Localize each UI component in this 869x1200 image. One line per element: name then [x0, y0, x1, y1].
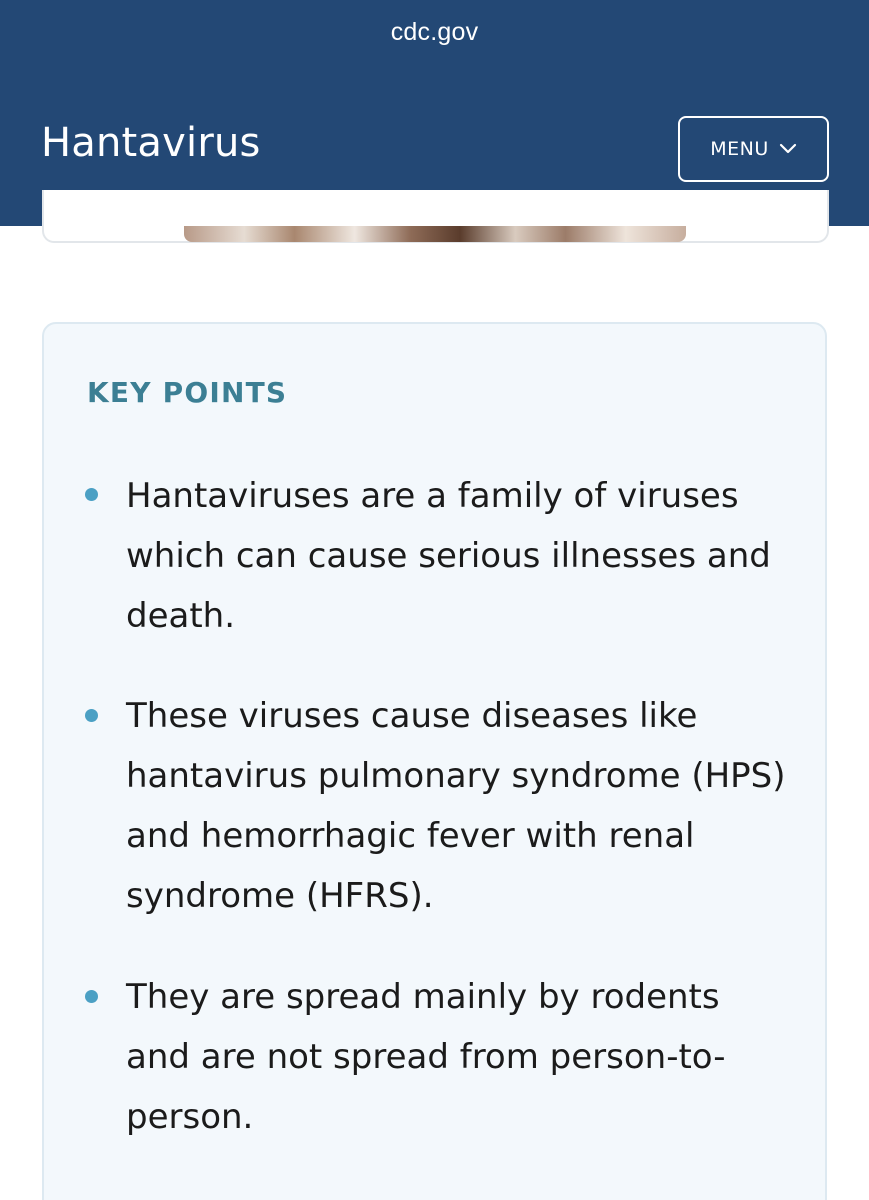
key-points-card	[42, 322, 827, 1200]
address-bar[interactable]	[0, 14, 869, 50]
menu-label: MENU	[710, 138, 769, 160]
bullet-icon	[85, 488, 98, 501]
bullet-icon	[85, 990, 98, 1003]
chevron-down-icon	[779, 143, 797, 155]
menu-button[interactable]	[678, 116, 829, 182]
page-title[interactable]: Hantavirus	[41, 120, 261, 166]
key-point-text: They are spread mainly by rodents and are not spread from person-to-person.	[126, 977, 726, 1137]
key-point-text: Hantaviruses are a family of viruses which can cause serious illnesses and death.	[126, 476, 771, 636]
url-text: cdc.gov	[390, 17, 479, 46]
key-points-heading: KEY POINTS	[87, 376, 288, 409]
hero-image	[184, 226, 686, 242]
key-point-text: These viruses cause diseases like hantavirus pulmonary syndrome (HPS) and hemorrhagic fever with renal syndrome (HFRS).	[126, 696, 786, 916]
bullet-icon	[85, 709, 98, 722]
